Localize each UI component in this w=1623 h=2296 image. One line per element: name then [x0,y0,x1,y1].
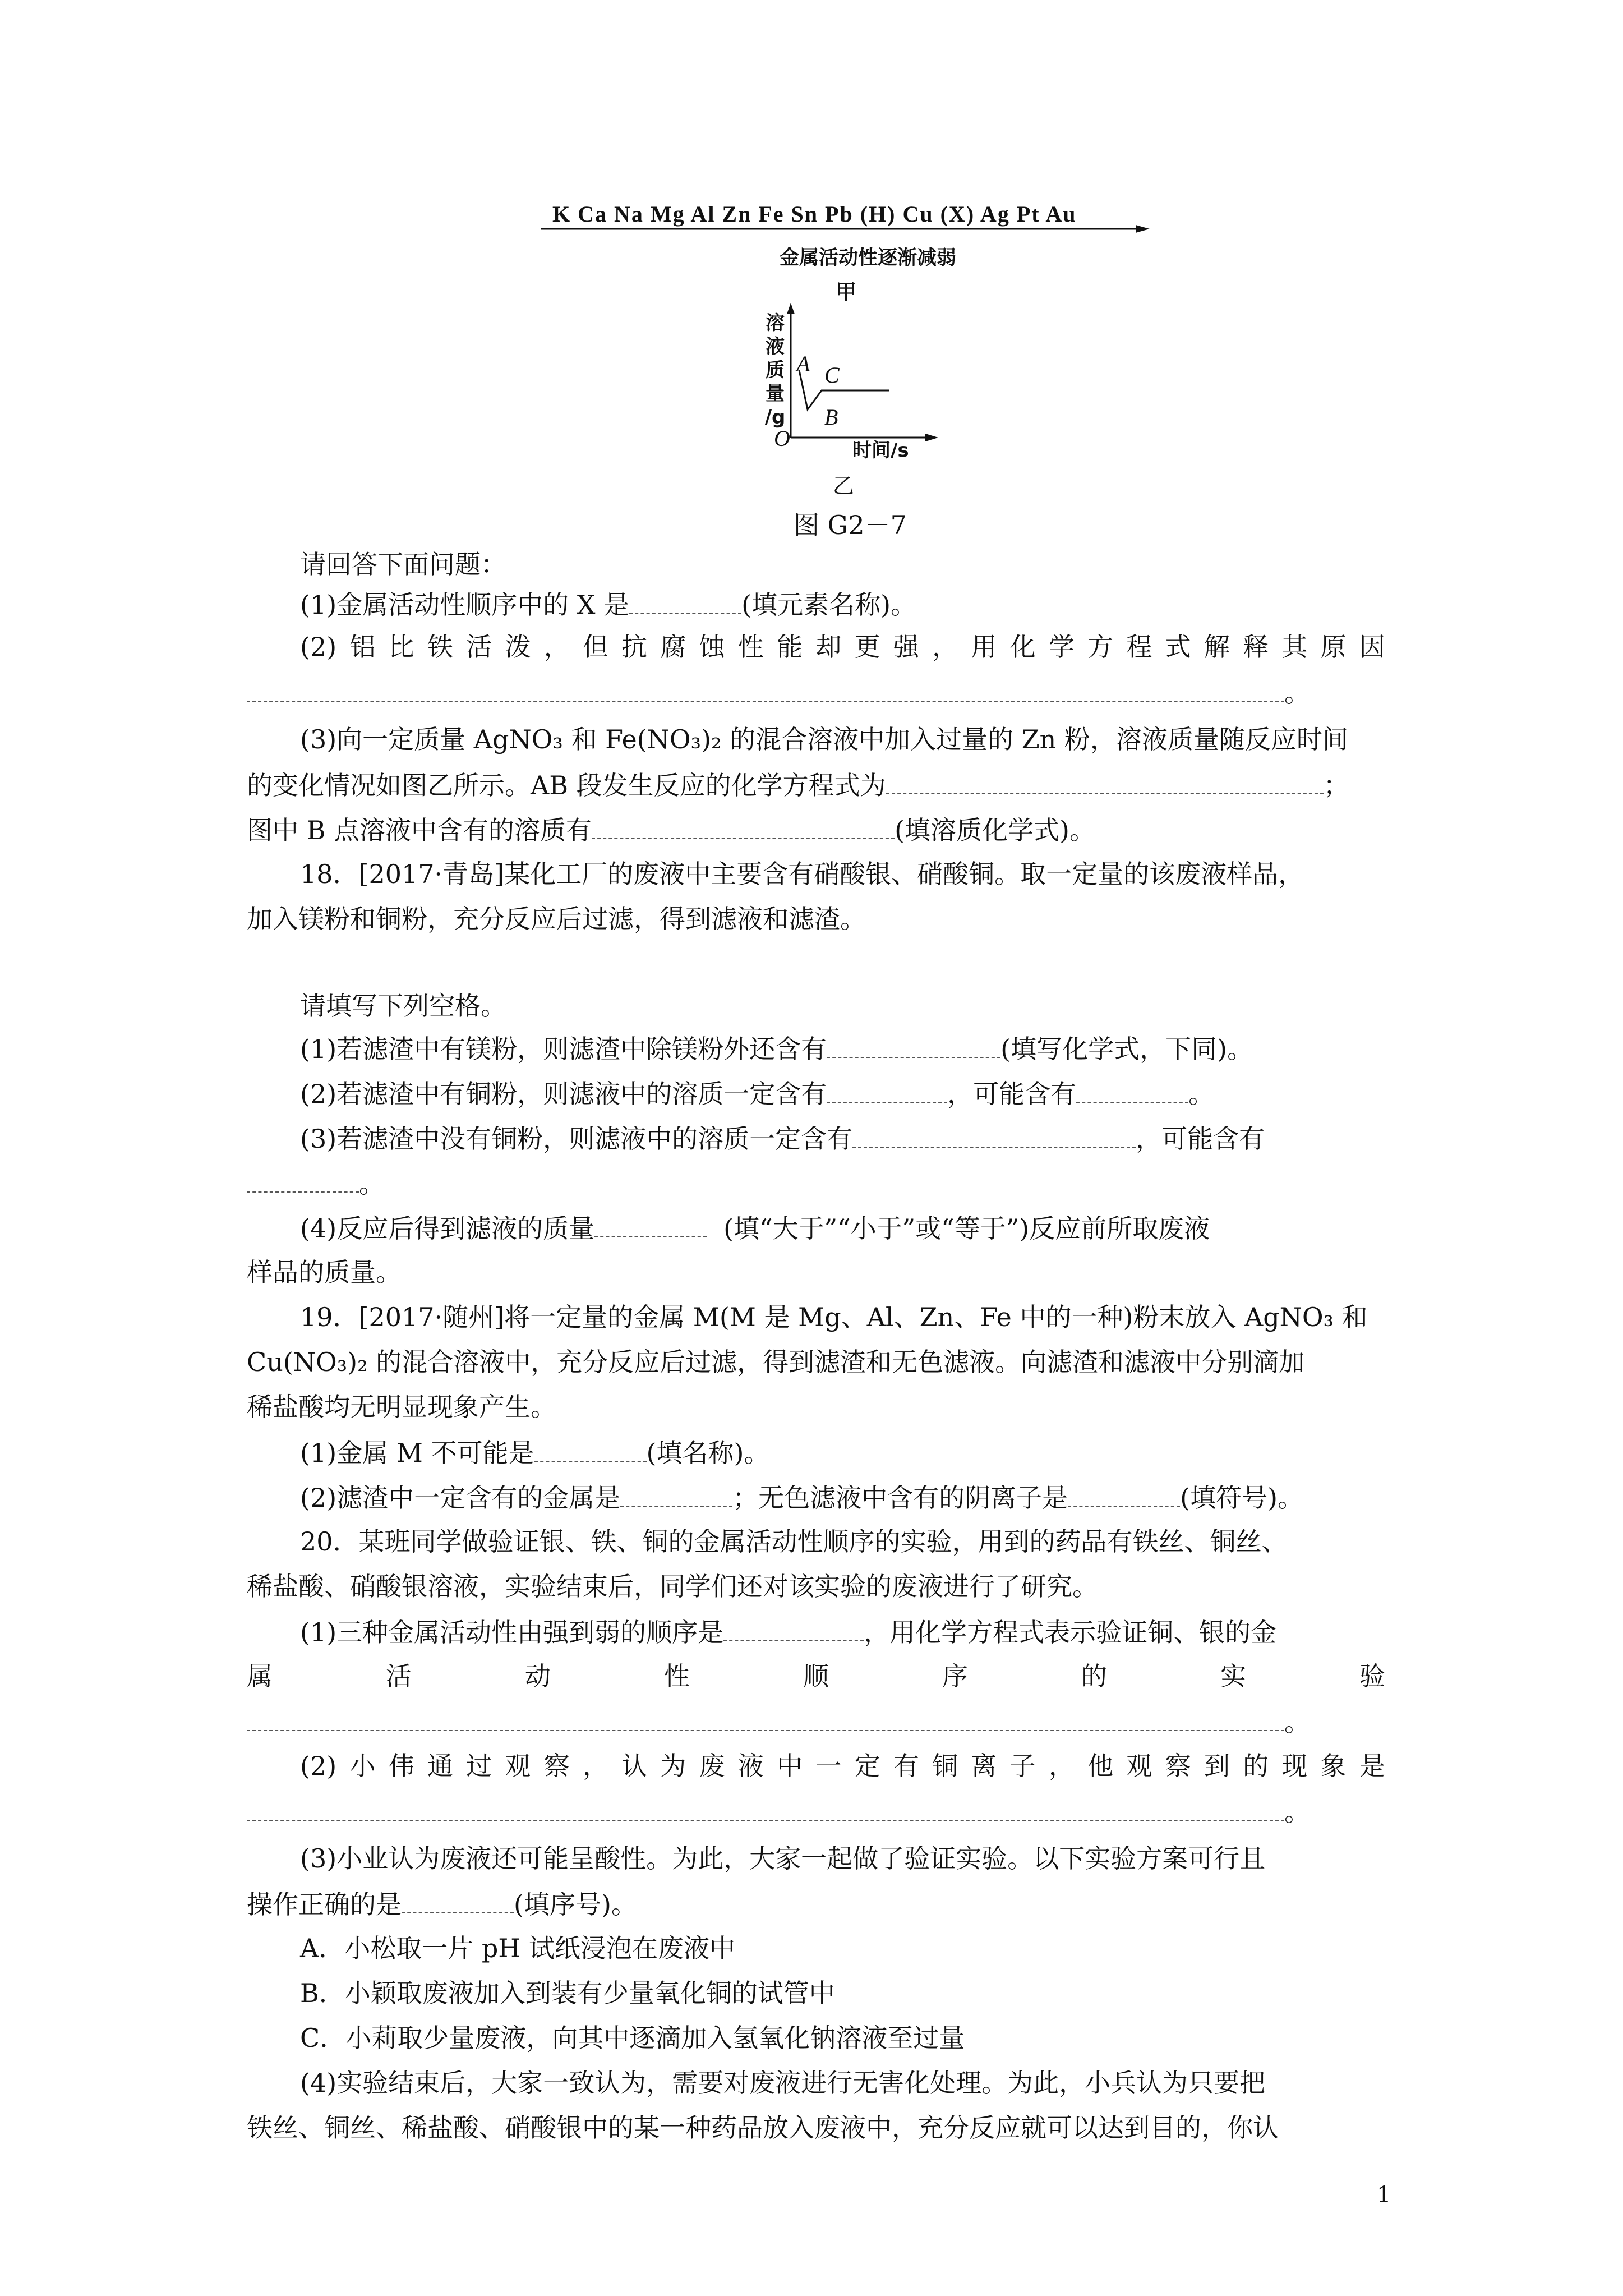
answer-blank[interactable] [594,1212,707,1237]
point-c-label: C [824,362,840,388]
q18-3-cont: 。 [247,1167,385,1199]
answer-blank[interactable] [620,1481,732,1507]
q19-line1: 19．[2017·随州]将一定量的金属 M(M 是 Mg、Al、Zn、Fe 中的一种)粉末放入 AgNO₃ 和 [300,1302,1368,1332]
answer-blank[interactable] [1076,1077,1188,1103]
q18-line2: 加入镁粉和铜粉，充分反应后过滤，得到滤液和滤渣。 [247,904,866,934]
answer-blank[interactable] [629,588,741,614]
point-b-label: B [824,404,838,430]
q20-line2: 稀盐酸、硝酸银溶液，实验结束后，同学们还对该实验的废液进行了研究。 [247,1571,1098,1602]
figure-jia-label: 甲 [836,280,856,304]
q20-1: (1)三种金属活动性由强到弱的顺序是 ，用化学方程式表示验证铜、银的金 [300,1616,1276,1648]
intro-text: 请回答下面问题： [300,549,506,579]
q19-1: (1)金属 M 不可能是 (填名称)。 [300,1436,769,1469]
option-a: A．小松取一片 pH 试纸浸泡在废液中 [300,1933,736,1963]
q19-line2: Cu(NO₃)₂ 的混合溶液中，充分反应后过滤，得到滤渣和无色滤液。向滤渣和滤液中分别滴加 [247,1347,1305,1377]
answer-blank[interactable] [247,1795,1284,1821]
q17-2: (2) 铝 比 铁 活 泼 ， 但 抗 腐 蚀 性 能 却 更 强 ， 用 化 学 方 程 式 解 释 其 原 因 [300,632,1385,662]
q20-1-cont: 属 活 动 性 顺 序 的 实 验 [247,1661,1385,1691]
q20-4-line1: (4)实验结束后，大家一致认为，需要对废液进行无害化处理。为此，小兵认为只要把 [300,2068,1266,2098]
arrow-caption: 金属活动性逐渐减弱 [780,247,957,269]
q17-3-line2: 的变化情况如图乙所示。AB 段发生反应的化学方程式为 ； [247,769,1349,801]
y-axis-arrowhead [787,303,795,314]
activity-arrow [541,224,1152,236]
x-axis-arrowhead [925,434,938,441]
figure-yi-label: 乙 [833,473,855,498]
q19-2: (2)滤渣中一定含有的金属是 ；无色滤液中含有的阴离子是 (填符号)。 [300,1481,1303,1513]
q17-3-line1: (3)向一定质量 AgNO₃ 和 Fe(NO₃)₂ 的混合溶液中加入过量的 Zn 粉，溶液质量随反应时间 [300,724,1348,754]
q17-1: (1)金属活动性顺序中的 X 是 (填元素名称)。 [300,588,916,620]
q20-line1: 20．某班同学做验证银、铁、铜的金属活动性顺序的实验，用到的药品有铁丝、铜丝、 [300,1526,1288,1557]
answer-blank[interactable] [827,1032,1000,1058]
answer-blank[interactable] [592,813,895,839]
x-axis-label: 时间/s [852,439,909,462]
q20-3-line2: 操作正确的是 (填序号)。 [247,1888,637,1920]
q18-4: (4)反应后得到滤液的质量 (填“大于”“小于”或“等于”)反应前所取废液 [300,1212,1210,1244]
q19-line3: 稀盐酸均无明显现象产生。 [247,1392,556,1422]
answer-blank[interactable] [827,1077,947,1103]
mass-curve [799,370,889,409]
y-axis-label: 溶 液 质 量 /g [764,312,786,429]
answer-blank[interactable] [247,1705,1284,1731]
answer-blank[interactable] [534,1436,647,1462]
q20-3-line1: (3)小业认为废液还可能呈酸性。为此，大家一起做了验证实验。以下实验方案可行且 [300,1843,1266,1874]
q18-line1: 18．[2017·青岛]某化工厂的废液中主要含有硝酸银、硝酸铜。取一定量的该废液样品， [300,859,1304,889]
origin-label: O [774,426,790,451]
activity-series: K Ca Na Mg Al Zn Fe Sn Pb (H) Cu (X) Ag Pt Au [552,201,1077,227]
q20-2-answer: 。 [247,1795,1310,1828]
q18-4-cont: 样品的质量。 [247,1257,402,1287]
answer-blank[interactable] [723,1616,864,1641]
q18-1: (1)若滤渣中有镁粉，则滤渣中除镁粉外还含有 (填写化学式，下同)。 [300,1032,1253,1065]
answer-blank[interactable] [247,1167,359,1193]
q17-3-line3: 图中 B 点溶液中含有的溶质有 (填溶质化学式)。 [247,813,1095,846]
page-number: 1 [1377,2182,1391,2208]
q18-instruction: 请填写下列空格。 [300,991,506,1021]
answer-blank[interactable] [247,676,1284,702]
option-c: C．小莉取少量废液，向其中逐滴加入氢氧化钠溶液至过量 [300,2023,965,2053]
q20-1-answer: 。 [247,1705,1310,1738]
q18-3: (3)若滤渣中没有铜粉，则滤液中的溶质一定含有 ，可能含有 [300,1122,1265,1154]
answer-blank[interactable] [886,769,1324,794]
answer-blank[interactable] [402,1888,514,1913]
q20-2: (2) 小 伟 通 过 观 察 ， 认 为 废 液 中 一 定 有 铜 离 子 ， 他 观 察 到 的 现 象 是 [300,1751,1385,1781]
q17-2-answer: 。 [247,676,1310,708]
answer-blank[interactable] [1068,1481,1180,1507]
answer-blank[interactable] [852,1122,1136,1148]
point-a-label: A [796,351,810,376]
figure-title: 图 G2－7 [794,510,907,540]
q20-4-line2: 铁丝、铜丝、稀盐酸、硝酸银中的某一种药品放入废液中，充分反应就可以达到目的，你认 [247,2113,1279,2143]
option-b: B．小颖取废液加入到装有少量氧化铜的试管中 [300,1978,835,2008]
q18-2: (2)若滤渣中有铜粉，则滤液中的溶质一定含有 ，可能含有 。 [300,1077,1214,1110]
